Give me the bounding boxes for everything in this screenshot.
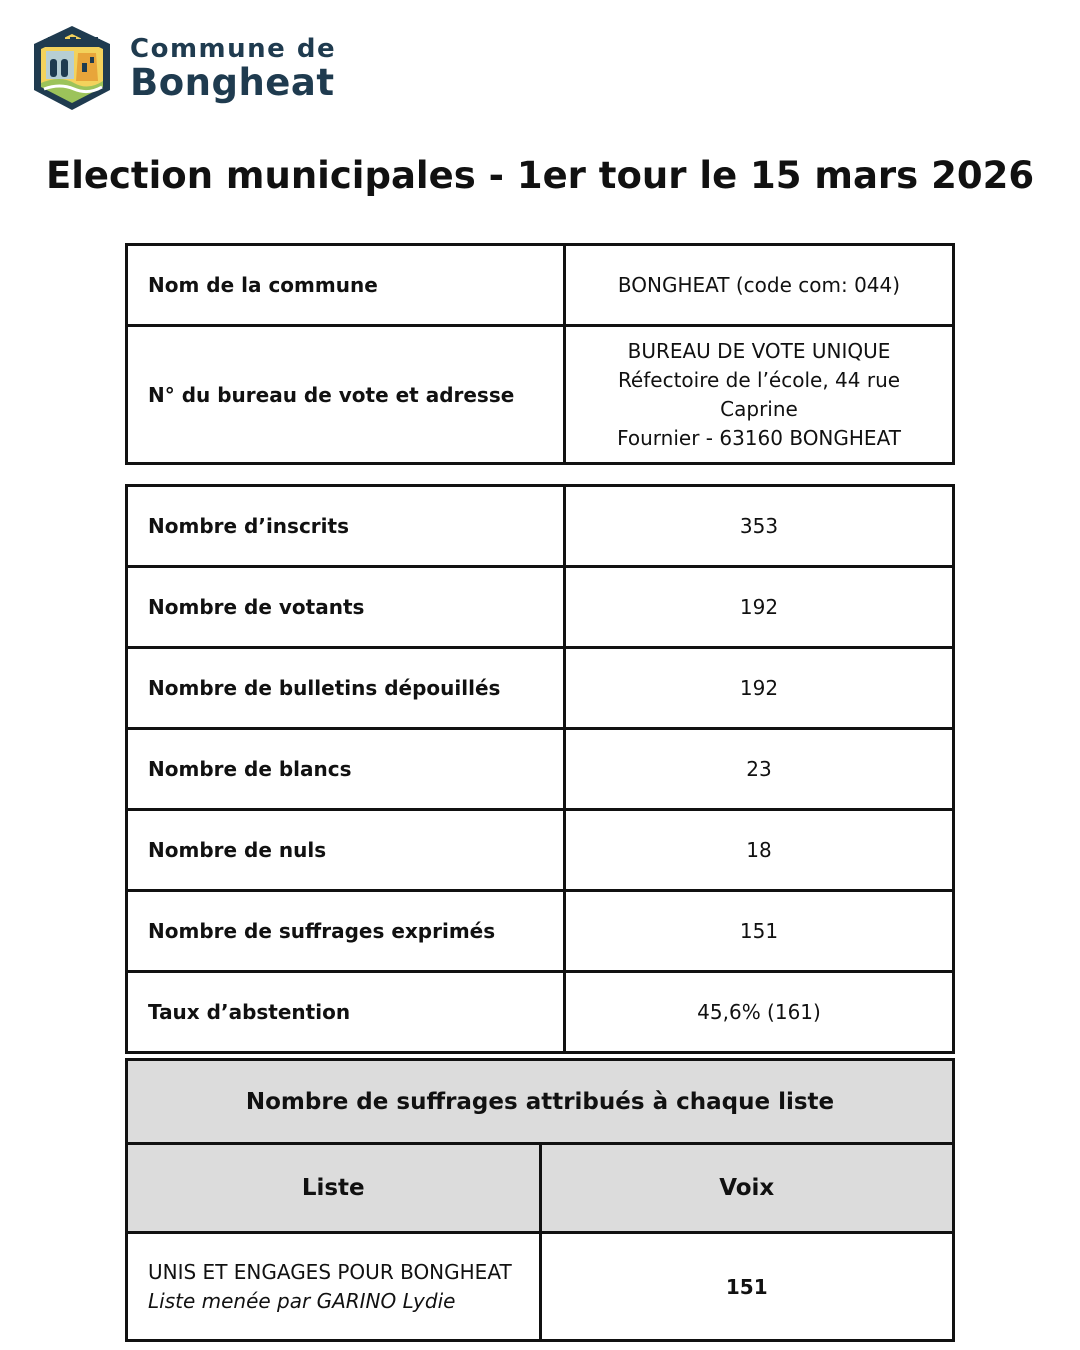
table-row [127, 648, 954, 729]
stat-label: Nombre de nuls [127, 810, 565, 891]
vote-stats-table [125, 484, 955, 1054]
stat-value: 45,6% (161) [565, 972, 954, 1053]
list-name: UNIS ET ENGAGES POUR BONGHEAT [148, 1259, 512, 1284]
bureau-line: BUREAU DE VOTE UNIQUE [627, 338, 891, 363]
results-heading-row [127, 1060, 954, 1144]
list-leader: Liste menée par GARINO Lydie [148, 1288, 456, 1313]
commune-label: Nom de la commune [127, 245, 565, 326]
results-columns-row [127, 1144, 954, 1233]
stat-label: Nombre d’inscrits [127, 486, 565, 567]
list-votes: 151 [540, 1233, 954, 1341]
commune-info-table [125, 243, 955, 465]
bureau-address [565, 326, 954, 464]
page-title: Election municipales - 1er tour le 15 mars 2026 [45, 154, 1035, 197]
table-row [127, 567, 954, 648]
commune-value: BONGHEAT (code com: 044) [565, 245, 954, 326]
table-row [127, 972, 954, 1053]
stat-value: 23 [565, 729, 954, 810]
column-header-liste: Liste [127, 1144, 541, 1233]
stat-value: 353 [565, 486, 954, 567]
table-row [127, 810, 954, 891]
stat-value: 192 [565, 567, 954, 648]
bureau-line: Réfectoire de l’école, 44 rue Caprine [617, 367, 901, 421]
table-row [127, 245, 954, 326]
stat-label: Nombre de blancs [127, 729, 565, 810]
stat-value: 192 [565, 648, 954, 729]
table-row [127, 1233, 954, 1341]
stat-label: Nombre de suffrages exprimés [127, 891, 565, 972]
table-row [127, 486, 954, 567]
stat-value: 18 [565, 810, 954, 891]
stat-value: 151 [565, 891, 954, 972]
column-header-voix: Voix [540, 1144, 954, 1233]
results-heading: Nombre de suffrages attribués à chaque liste [127, 1060, 954, 1144]
bureau-line: Fournier - 63160 BONGHEAT [617, 425, 901, 450]
stat-label: Nombre de votants [127, 567, 565, 648]
stat-label: Taux d’abstention [127, 972, 565, 1053]
table-row [127, 326, 954, 464]
table-row [127, 729, 954, 810]
table-row [127, 891, 954, 972]
commune-brand [130, 33, 337, 104]
list-cell [127, 1233, 541, 1341]
bureau-label: N° du bureau de vote et adresse [127, 326, 565, 464]
header [30, 22, 336, 114]
stat-label: Nombre de bulletins dépouillés [127, 648, 565, 729]
brand-subtitle: Commune de [130, 33, 337, 64]
results-table [125, 1058, 955, 1342]
commune-logo-icon [30, 23, 114, 113]
brand-name: Bongheat [130, 60, 335, 104]
